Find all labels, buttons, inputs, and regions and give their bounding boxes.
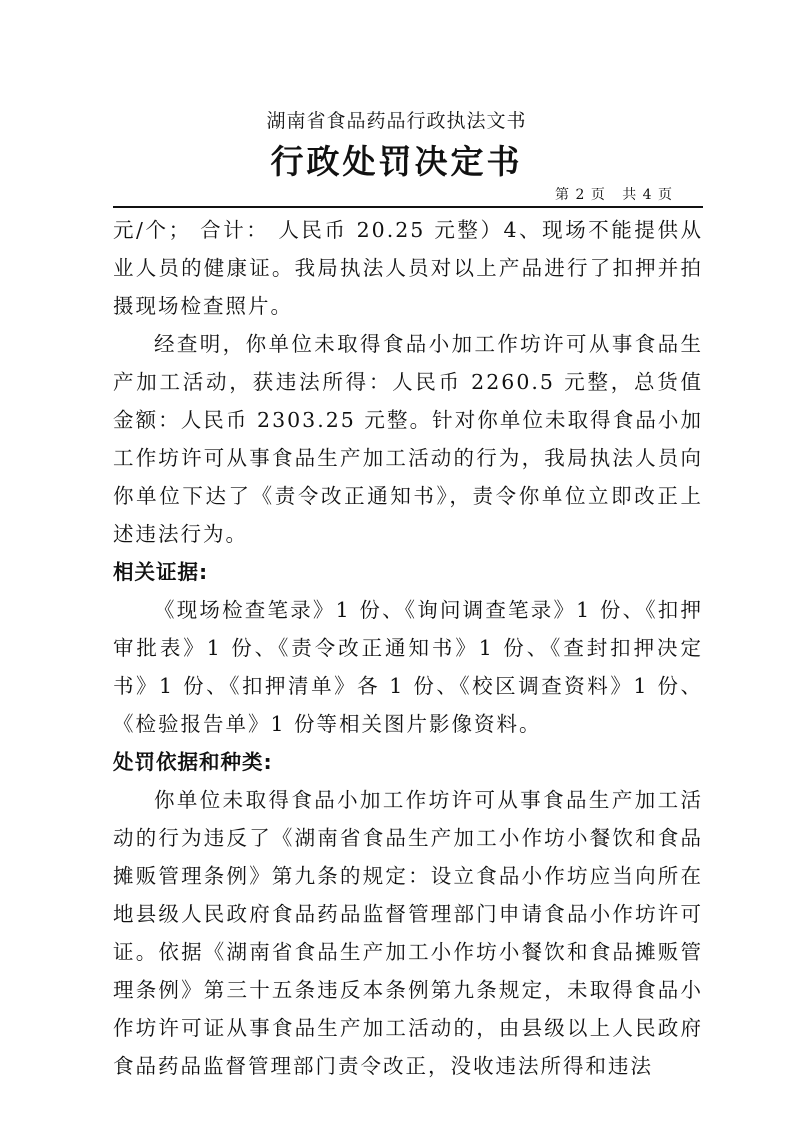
document-series-title: 湖南省食品药品行政执法文书 bbox=[266, 110, 527, 132]
penalty-basis-heading: 处罚依据和种类: bbox=[113, 750, 273, 774]
header-divider bbox=[113, 206, 703, 208]
document-body bbox=[113, 211, 703, 1085]
continued-paragraph: 元/个； 合计： 人民币 20.25 元整）4、现场不能提供从业人员的健康证。我局执法人员对以上产品进行了扣押并拍摄现场检查照片。 bbox=[113, 218, 703, 318]
penalty-basis-paragraph: 你单位未取得食品小加工作坊许可从事食品生产加工活动的行为违反了《湖南省食品生产加工小作坊小餐饮和食品摊贩管理条例》第九条的规定：设立食品小作坊应当向所在地县级人民政府食品药品监督管理部门申请食品小作坊许可证。依据《湖南省食品生产加工小作坊小餐饮和食品摊贩管理条例》第三十五条违反本条例第九条规定，未取得食品小作坊许可证从事食品生产加工活动的，由县级以上人民政府食品药品监督管理部门责令改正，没收违法所得和违法 bbox=[113, 788, 703, 1078]
evidence-paragraph: 《现场检查笔录》1 份、《询问调查笔录》1 份、《扣押审批表》1 份、《责令改正通知书》1 份、《查封扣押决定书》1 份、《扣押清单》各 1 份、《校区调查资料》1 份、《检验报告单》1 份等相关图片影像资料。 bbox=[113, 598, 703, 736]
evidence-heading: 相关证据: bbox=[113, 560, 209, 584]
finding-paragraph: 经查明，你单位未取得食品小加工作坊许可从事食品生产加工活动，获违法所得：人民币 2260.5 元整，总货值金额：人民币 2303.25 元整。针对你单位未取得食品小加工作坊许可从事食品生产加工活动的行为，我局执法人员向你单位下达了《责令改正通知书》，责令你单位立即改正上述违法行为。 bbox=[113, 332, 703, 546]
page-number: 第 2 页 共 4 页 bbox=[555, 187, 673, 203]
document-title: 行政处罚决定书 bbox=[270, 142, 523, 181]
